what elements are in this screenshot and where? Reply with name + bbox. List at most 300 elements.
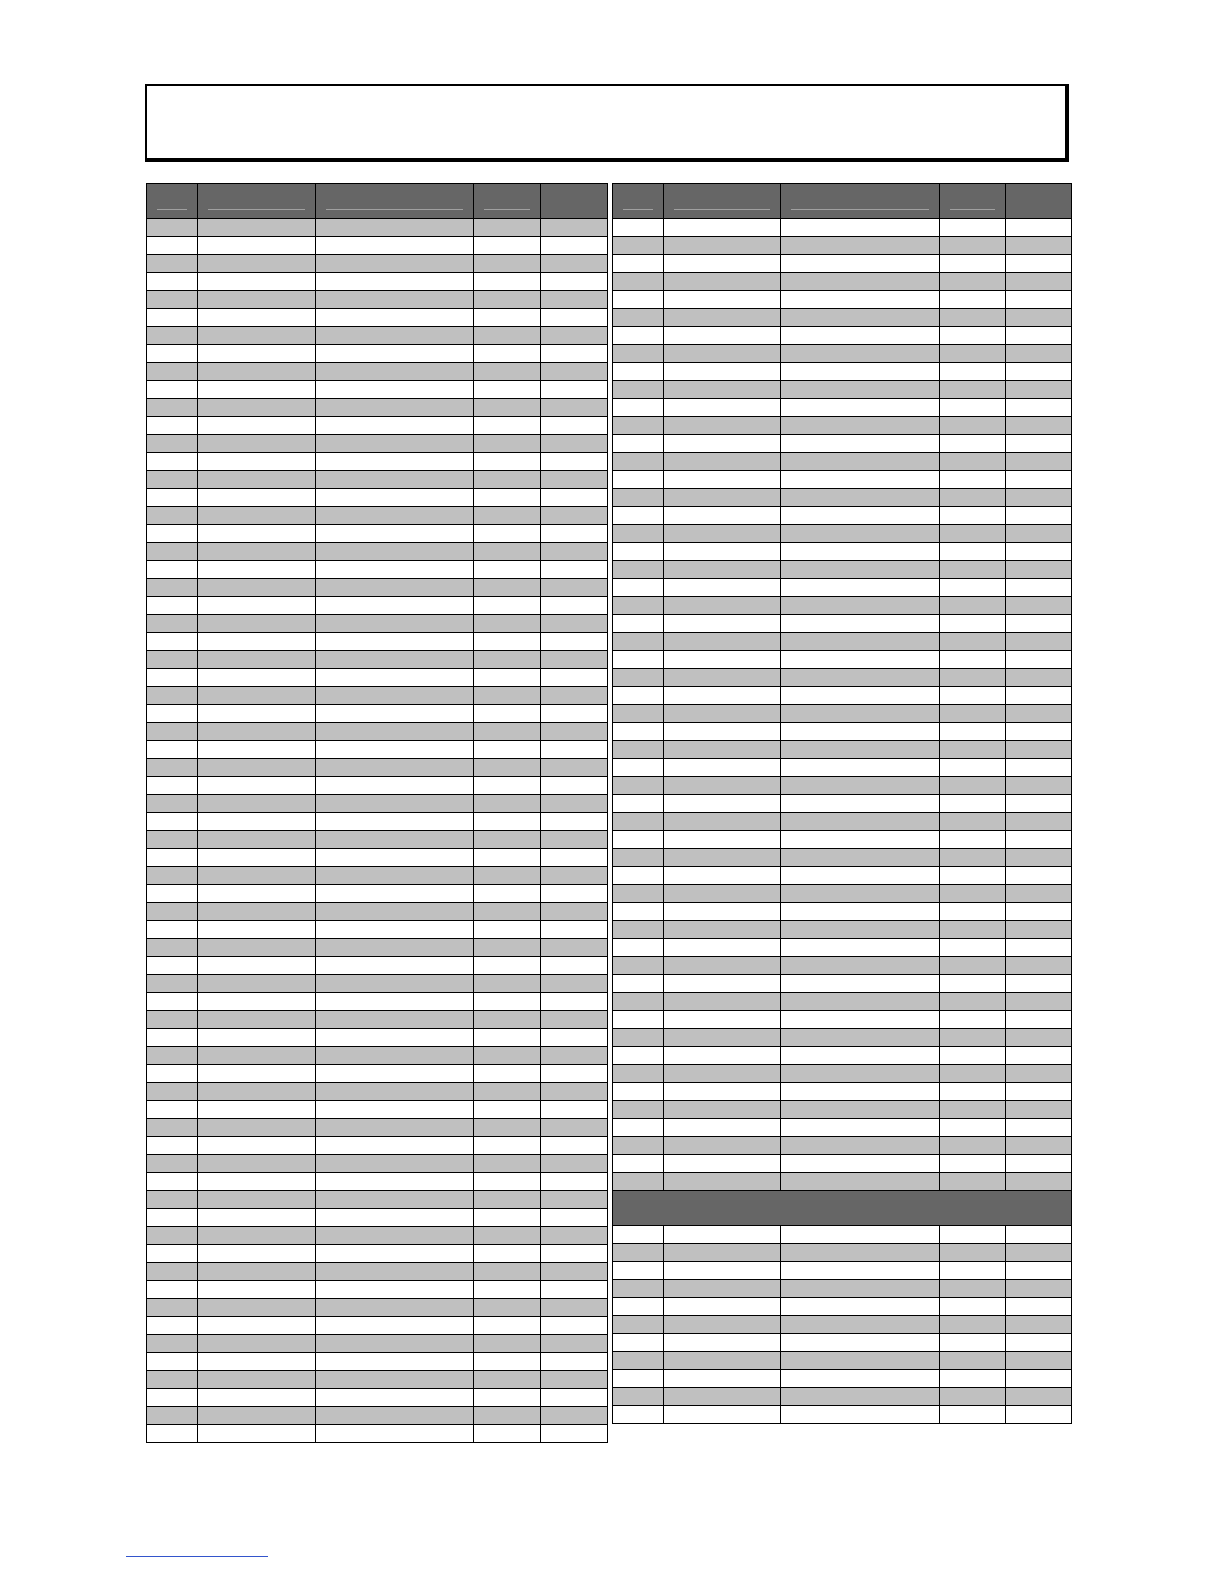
right-table-cell <box>939 435 1005 453</box>
right-table-cell <box>613 543 664 561</box>
left-table-row <box>147 885 608 903</box>
right-table-cell <box>613 507 664 525</box>
left-table-cell <box>316 975 474 993</box>
right-table-cell <box>939 1370 1005 1388</box>
left-table-row <box>147 705 608 723</box>
left-table-cell <box>316 777 474 795</box>
left-table-row <box>147 1047 608 1065</box>
right-table-row <box>613 723 1072 741</box>
left-table-cell <box>316 633 474 651</box>
right-table-cell <box>939 1388 1005 1406</box>
left-table-cell <box>147 849 198 867</box>
left-data-table <box>146 183 608 1443</box>
right-table-cell <box>1005 489 1071 507</box>
right-table-cell <box>613 1047 664 1065</box>
left-table-cell <box>474 273 541 291</box>
right-table-cell <box>664 1173 781 1191</box>
right-table-cell <box>939 327 1005 345</box>
left-table-cell <box>147 291 198 309</box>
left-table-row <box>147 1101 608 1119</box>
right-table-cell <box>1005 885 1071 903</box>
right-table-cell <box>1005 1334 1071 1352</box>
right-table-cell <box>781 543 939 561</box>
right-table-cell <box>939 525 1005 543</box>
left-table-cell <box>541 345 608 363</box>
left-table-cell <box>474 921 541 939</box>
right-header-cell-2 <box>664 184 781 219</box>
right-table-cell <box>664 381 781 399</box>
left-table-cell <box>316 1389 474 1407</box>
left-table-cell <box>316 1137 474 1155</box>
left-table-row <box>147 741 608 759</box>
right-table-cell <box>781 1334 939 1352</box>
left-table-cell <box>147 903 198 921</box>
left-table-cell <box>198 219 316 237</box>
right-table-cell <box>781 237 939 255</box>
right-table-cell <box>613 831 664 849</box>
right-table-cell <box>613 813 664 831</box>
left-table-cell <box>316 687 474 705</box>
left-table-cell <box>147 345 198 363</box>
right-table-cell <box>781 849 939 867</box>
left-table-cell <box>198 1083 316 1101</box>
left-table-cell <box>541 273 608 291</box>
left-table-cell <box>198 597 316 615</box>
left-table-cell <box>474 327 541 345</box>
left-table-cell <box>316 381 474 399</box>
right-table-cell <box>664 615 781 633</box>
right-table-cell <box>613 705 664 723</box>
right-table-cell <box>664 957 781 975</box>
right-table-cell <box>613 921 664 939</box>
left-table-cell <box>198 759 316 777</box>
left-table-cell <box>147 651 198 669</box>
right-table-cell <box>613 381 664 399</box>
right-table-cell <box>1005 237 1071 255</box>
left-table-cell <box>474 381 541 399</box>
left-table-cell <box>147 741 198 759</box>
right-table-cell <box>664 669 781 687</box>
left-table-cell <box>474 1371 541 1389</box>
right-table-cell <box>613 525 664 543</box>
left-table-cell <box>541 453 608 471</box>
left-table-cell <box>474 831 541 849</box>
right-table-cell <box>664 471 781 489</box>
left-table-cell <box>316 363 474 381</box>
right-table-cell <box>939 255 1005 273</box>
left-table-cell <box>474 867 541 885</box>
right-table-row <box>613 1226 1072 1244</box>
right-table-cell <box>781 1244 939 1262</box>
left-table-cell <box>198 975 316 993</box>
left-table-cell <box>316 1191 474 1209</box>
right-table-cell <box>664 435 781 453</box>
right-table-cell <box>939 849 1005 867</box>
right-table-cell <box>613 1119 664 1137</box>
right-table-cell <box>781 1406 939 1424</box>
right-table-cell <box>939 687 1005 705</box>
right-table-row <box>613 273 1072 291</box>
right-table-cell <box>781 561 939 579</box>
right-table-cell <box>1005 219 1071 237</box>
left-table-cell <box>474 687 541 705</box>
left-table-row <box>147 1353 608 1371</box>
right-table-cell <box>939 1011 1005 1029</box>
right-table-cell <box>613 1065 664 1083</box>
right-table-cell <box>664 1244 781 1262</box>
right-table-cell <box>1005 795 1071 813</box>
left-table-cell <box>147 705 198 723</box>
left-table-cell <box>198 1281 316 1299</box>
right-table-cell <box>1005 777 1071 795</box>
left-table-cell <box>316 993 474 1011</box>
left-table-row <box>147 939 608 957</box>
right-table-cell <box>781 939 939 957</box>
left-table-cell <box>541 543 608 561</box>
right-table-cell <box>939 1262 1005 1280</box>
right-table-cell <box>1005 345 1071 363</box>
right-table-cell <box>1005 399 1071 417</box>
left-table-cell <box>474 723 541 741</box>
right-table-cell <box>664 777 781 795</box>
left-table-row <box>147 435 608 453</box>
left-table-cell <box>147 381 198 399</box>
right-table-cell <box>781 723 939 741</box>
left-table-cell <box>198 885 316 903</box>
right-table-cell <box>664 273 781 291</box>
left-table-cell <box>147 255 198 273</box>
left-table-cell <box>147 1407 198 1425</box>
right-table-cell <box>1005 903 1071 921</box>
right-table-row <box>613 1406 1072 1424</box>
right-table-cell <box>1005 1173 1071 1191</box>
left-table-cell <box>147 525 198 543</box>
right-table-cell <box>664 309 781 327</box>
left-table-cell <box>147 417 198 435</box>
left-table-row <box>147 1245 608 1263</box>
left-table-cell <box>541 1281 608 1299</box>
left-header-cell-4 <box>474 184 541 219</box>
left-table-cell <box>316 237 474 255</box>
left-table-cell <box>541 651 608 669</box>
right-table-cell <box>781 831 939 849</box>
left-table-cell <box>316 651 474 669</box>
right-table-cell <box>613 903 664 921</box>
left-table-cell <box>147 1227 198 1245</box>
left-table-cell <box>147 1029 198 1047</box>
left-table-row <box>147 849 608 867</box>
right-table-cell <box>781 453 939 471</box>
left-table-cell <box>316 309 474 327</box>
left-table-cell <box>198 255 316 273</box>
right-table-cell <box>613 579 664 597</box>
right-table-cell <box>781 795 939 813</box>
right-table-cell <box>781 1101 939 1119</box>
right-table-row <box>613 1244 1072 1262</box>
right-table-cell <box>939 651 1005 669</box>
right-table-cell <box>939 1083 1005 1101</box>
right-table-cell <box>939 237 1005 255</box>
left-table-cell <box>147 219 198 237</box>
left-table-cell <box>474 669 541 687</box>
left-table-cell <box>541 939 608 957</box>
right-header-cell-4 <box>939 184 1005 219</box>
left-table-cell <box>541 1155 608 1173</box>
right-table-cell <box>613 1388 664 1406</box>
left-table-cell <box>147 507 198 525</box>
right-table-cell <box>781 417 939 435</box>
left-table-row <box>147 1227 608 1245</box>
left-table-cell <box>198 1263 316 1281</box>
left-table-cell <box>474 1317 541 1335</box>
right-table-cell <box>1005 705 1071 723</box>
left-table-cell <box>316 1029 474 1047</box>
right-table-section-title <box>613 1191 1072 1226</box>
right-table-cell <box>664 1155 781 1173</box>
right-table-cell <box>781 1388 939 1406</box>
left-table-cell <box>541 1065 608 1083</box>
right-table-cell <box>1005 1137 1071 1155</box>
right-table-row <box>613 219 1072 237</box>
right-table-cell <box>664 399 781 417</box>
left-table-row <box>147 903 608 921</box>
right-table-row <box>613 1352 1072 1370</box>
left-table-cell <box>316 1353 474 1371</box>
right-table-row <box>613 741 1072 759</box>
right-table-cell <box>781 1370 939 1388</box>
left-table-row <box>147 975 608 993</box>
left-table-cell <box>474 291 541 309</box>
right-table-cell <box>939 1352 1005 1370</box>
right-table-row <box>613 1388 1072 1406</box>
left-table-row <box>147 1335 608 1353</box>
left-table-cell <box>198 543 316 561</box>
left-table-cell <box>541 741 608 759</box>
right-table-cell <box>613 633 664 651</box>
right-header-cell-1 <box>613 184 664 219</box>
right-table-cell <box>613 327 664 345</box>
left-table-cell <box>474 705 541 723</box>
right-table-cell <box>939 417 1005 435</box>
right-table-cell <box>664 1137 781 1155</box>
right-table-cell <box>1005 255 1071 273</box>
left-table-cell <box>541 327 608 345</box>
left-table-cell <box>198 669 316 687</box>
left-table-cell <box>541 291 608 309</box>
right-table-cell <box>1005 507 1071 525</box>
right-table-row <box>613 1298 1072 1316</box>
right-table-cell <box>1005 651 1071 669</box>
right-table-cell <box>1005 1065 1071 1083</box>
right-table-row <box>613 1137 1072 1155</box>
right-table-cell <box>1005 1262 1071 1280</box>
left-table-cell <box>198 381 316 399</box>
right-table-row <box>613 1173 1072 1191</box>
left-table-cell <box>147 1335 198 1353</box>
left-table-cell <box>474 1335 541 1353</box>
right-table-cell <box>1005 525 1071 543</box>
left-table-row <box>147 1281 608 1299</box>
right-table-cell <box>939 1226 1005 1244</box>
left-table-cell <box>541 1389 608 1407</box>
left-table-cell <box>198 327 316 345</box>
right-table-row <box>613 921 1072 939</box>
right-table-row <box>613 525 1072 543</box>
left-table-cell <box>198 579 316 597</box>
right-table-cell <box>664 597 781 615</box>
right-table-cell <box>1005 363 1071 381</box>
right-table-cell <box>781 705 939 723</box>
right-table-cell <box>613 1173 664 1191</box>
left-table-cell <box>316 417 474 435</box>
right-table-cell <box>1005 813 1071 831</box>
right-table-cell <box>939 741 1005 759</box>
left-table-cell <box>474 849 541 867</box>
right-table-cell <box>664 831 781 849</box>
left-table-cell <box>147 975 198 993</box>
left-table-row <box>147 561 608 579</box>
left-table-cell <box>474 1029 541 1047</box>
left-table-cell <box>541 237 608 255</box>
left-table-cell <box>198 1353 316 1371</box>
right-table-cell <box>664 1083 781 1101</box>
left-table-cell <box>541 1047 608 1065</box>
left-table-row <box>147 291 608 309</box>
left-table-cell <box>316 705 474 723</box>
right-table-cell <box>781 1352 939 1370</box>
right-table-cell <box>781 1173 939 1191</box>
right-table-row <box>613 417 1072 435</box>
right-table-row <box>613 669 1072 687</box>
right-table-cell <box>1005 867 1071 885</box>
left-table-cell <box>541 957 608 975</box>
left-table-cell <box>147 579 198 597</box>
right-table-cell <box>1005 1226 1071 1244</box>
right-table-cell <box>781 921 939 939</box>
right-table-cell <box>664 885 781 903</box>
left-table-cell <box>147 1137 198 1155</box>
left-table-cell <box>198 237 316 255</box>
right-table-cell <box>1005 1155 1071 1173</box>
left-table-cell <box>147 435 198 453</box>
right-table-row <box>613 435 1072 453</box>
left-table-cell <box>316 525 474 543</box>
left-table-row <box>147 417 608 435</box>
right-table-cell <box>613 489 664 507</box>
right-table-cell <box>939 813 1005 831</box>
left-table-cell <box>474 417 541 435</box>
left-table-cell <box>474 957 541 975</box>
right-table-cell <box>613 1370 664 1388</box>
right-table-cell <box>664 291 781 309</box>
left-table-cell <box>198 1299 316 1317</box>
right-table-cell <box>613 363 664 381</box>
right-table-row <box>613 651 1072 669</box>
right-table-cell <box>664 939 781 957</box>
right-table-cell <box>664 705 781 723</box>
left-table-row <box>147 471 608 489</box>
left-table-cell <box>198 651 316 669</box>
left-table-cell <box>541 669 608 687</box>
right-table-cell <box>613 471 664 489</box>
left-table-cell <box>198 273 316 291</box>
right-table-cell <box>781 1083 939 1101</box>
left-table-cell <box>198 993 316 1011</box>
left-table-cell <box>541 363 608 381</box>
right-table-cell <box>613 309 664 327</box>
footer-link-underline[interactable] <box>126 1556 268 1557</box>
right-table-cell <box>664 219 781 237</box>
left-table-cell <box>541 1335 608 1353</box>
right-table-cell <box>781 1047 939 1065</box>
right-table-cell <box>1005 327 1071 345</box>
right-table-row <box>613 561 1072 579</box>
right-table-cell <box>613 939 664 957</box>
left-table-cell <box>541 1317 608 1335</box>
left-table-cell <box>147 993 198 1011</box>
right-table-cell <box>613 1029 664 1047</box>
right-table-cell <box>664 1298 781 1316</box>
right-table-cell <box>781 813 939 831</box>
right-table-cell <box>613 651 664 669</box>
right-table-cell <box>613 669 664 687</box>
left-table-row <box>147 993 608 1011</box>
right-table-cell <box>613 975 664 993</box>
left-table-cell <box>198 723 316 741</box>
right-table-cell <box>781 651 939 669</box>
left-table-cell <box>147 1371 198 1389</box>
left-table-cell <box>198 687 316 705</box>
left-table-row <box>147 597 608 615</box>
right-table-row <box>613 579 1072 597</box>
right-table-cell <box>781 219 939 237</box>
right-table-cell <box>781 957 939 975</box>
left-table-cell <box>198 417 316 435</box>
left-table-cell <box>147 795 198 813</box>
right-table-cell <box>939 543 1005 561</box>
left-table-cell <box>541 1173 608 1191</box>
left-table-cell <box>147 867 198 885</box>
left-table-cell <box>316 471 474 489</box>
left-header-cell-3 <box>316 184 474 219</box>
right-table-cell <box>781 273 939 291</box>
right-table-cell <box>1005 669 1071 687</box>
right-table-cell <box>664 813 781 831</box>
right-table-cell <box>781 759 939 777</box>
right-table-cell <box>939 633 1005 651</box>
right-table-cell <box>939 1280 1005 1298</box>
left-table-cell <box>316 1425 474 1443</box>
right-table-cell <box>664 579 781 597</box>
right-table-cell <box>781 525 939 543</box>
right-table-row <box>613 1011 1072 1029</box>
right-table-cell <box>664 1334 781 1352</box>
right-table-row <box>613 471 1072 489</box>
left-table-cell <box>147 885 198 903</box>
left-table-cell <box>541 1263 608 1281</box>
left-table-row <box>147 957 608 975</box>
right-table-row <box>613 597 1072 615</box>
left-table-cell <box>147 759 198 777</box>
left-table-cell <box>541 399 608 417</box>
right-table-row <box>613 1047 1072 1065</box>
left-table-cell <box>198 1317 316 1335</box>
right-table-cell <box>1005 291 1071 309</box>
left-table-cell <box>474 453 541 471</box>
left-table-cell <box>541 633 608 651</box>
left-table-cell <box>147 633 198 651</box>
left-table-row <box>147 309 608 327</box>
